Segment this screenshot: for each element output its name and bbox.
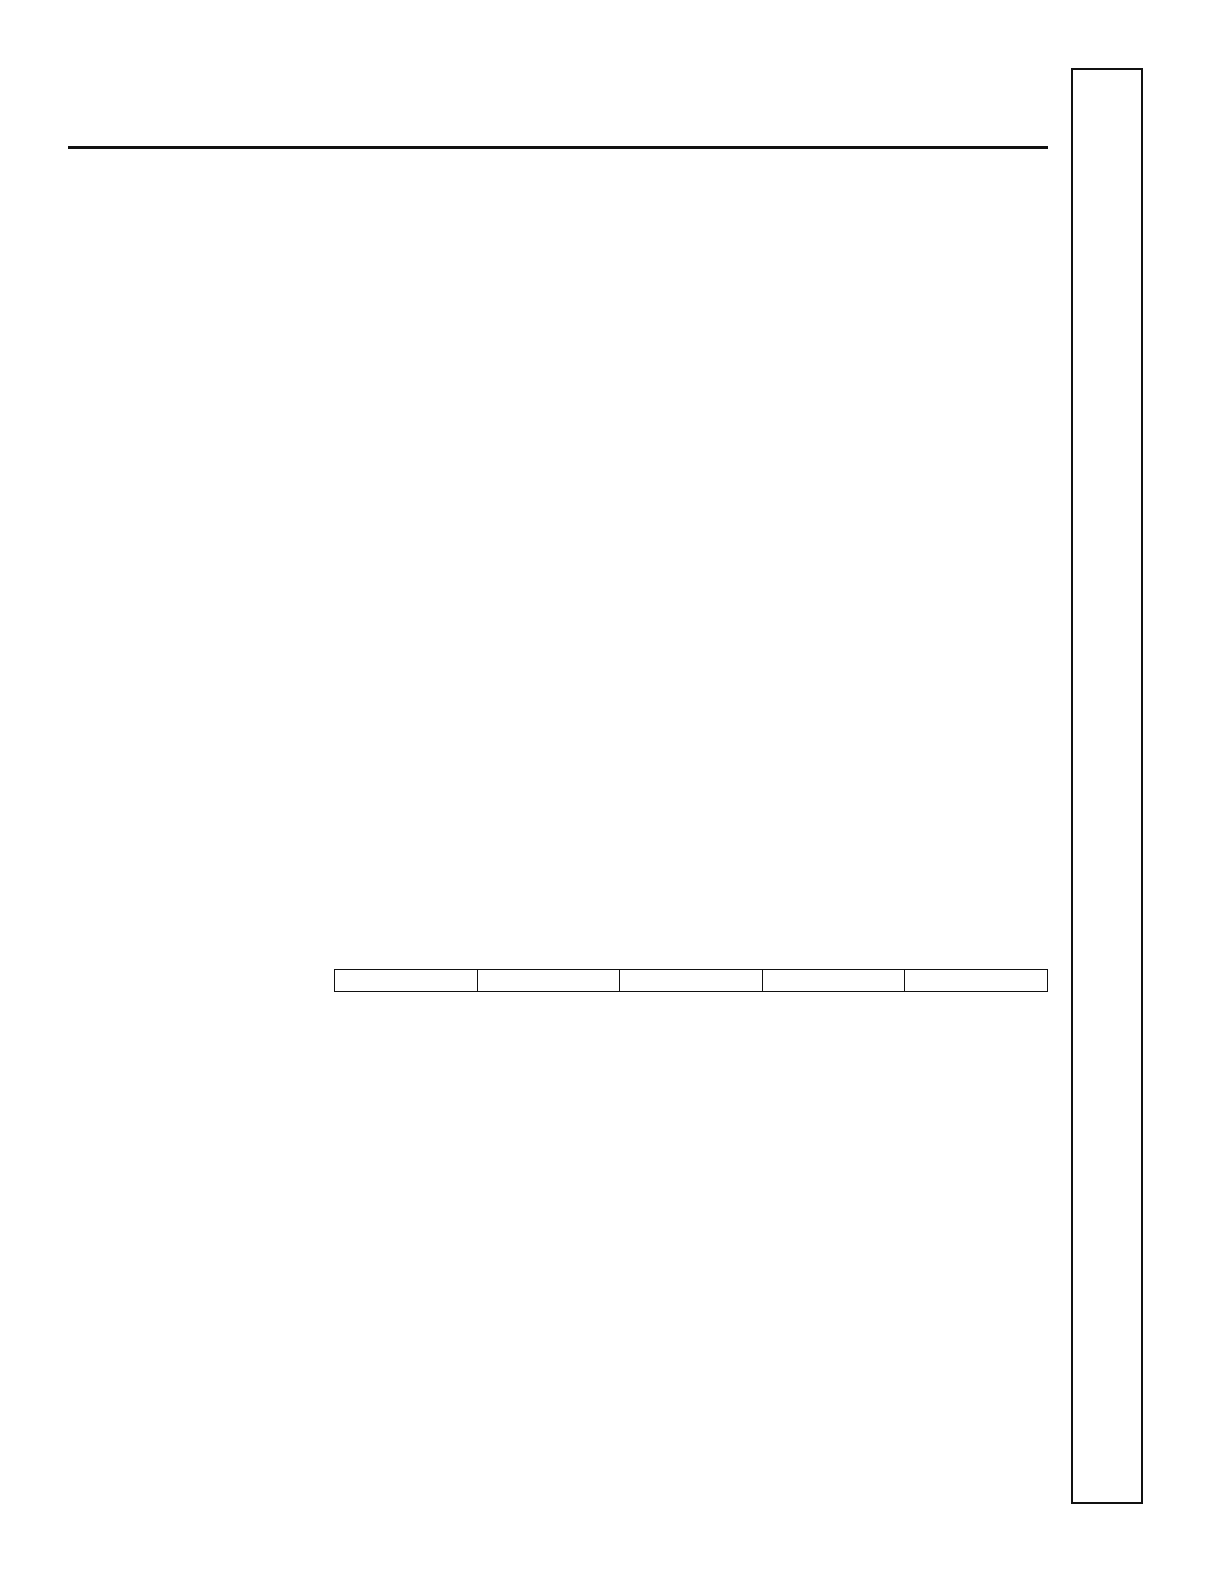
header-rule: [68, 146, 1048, 149]
footnotes: [78, 967, 303, 969]
header-internal-temp: [905, 970, 1048, 992]
left-column: [336, 205, 681, 213]
section-tabs: [1071, 68, 1143, 1504]
header-blank: [477, 970, 620, 992]
header-minutes: [620, 970, 763, 992]
right-column: [705, 205, 1050, 227]
header-meats: [335, 970, 478, 992]
table-header-row: [335, 970, 1048, 992]
header-oven-temp: [762, 970, 905, 992]
roasting-guide-table: [334, 969, 1048, 992]
